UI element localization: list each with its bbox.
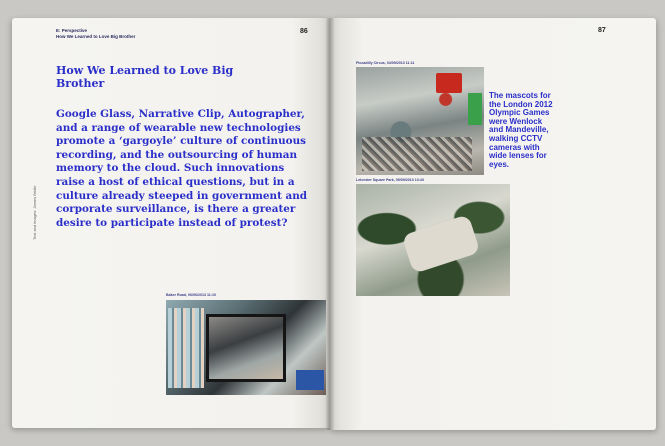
running-head-section: E: Perspective bbox=[56, 28, 88, 33]
photo-green-sign bbox=[468, 93, 482, 125]
page-number-right: 87 bbox=[598, 27, 606, 34]
photo-cctv-monitor bbox=[206, 314, 286, 382]
running-head-title: How We Learned to Love Big Brother bbox=[56, 34, 136, 39]
photo-caption-bottom: Leicester Square Park, 05/09/2013 13:43 bbox=[356, 178, 424, 182]
article-headline: How We Learned to Love Big Brother bbox=[56, 64, 234, 90]
magazine-spread bbox=[10, 4, 660, 444]
pull-quote: The mascots for the London 2012 Olympic Games were Wenlock and Mandeville, walking CCTV cameras with wide lenses for eyes. bbox=[489, 91, 553, 169]
cctv-photo-bus bbox=[166, 300, 326, 395]
photo-caption-left: Baker Road, 06/06/2013 11:10 bbox=[166, 293, 216, 297]
photo-red-bus bbox=[436, 73, 462, 93]
image-credit: Text and images: James Bridle bbox=[32, 185, 37, 240]
page-number-left: 86 bbox=[300, 28, 308, 35]
gutter-shadow bbox=[326, 18, 334, 430]
running-head bbox=[56, 28, 135, 40]
article-standfirst: Google Glass, Narrative Clip, Autographer, and a range of wearable new technologies promote a ‘gargoyle’ culture of continuous recording, and the outsourcing of human memory to the cloud. Such innovations raise a host of ethical questions, but in a culture already steeped in government and corporate surveillance, is there a greater desire to participate instead of protest? bbox=[56, 108, 308, 229]
photo-park-path bbox=[402, 214, 481, 274]
photo-caption-top: Piccadilly Circus, 04/09/2013 11:11 bbox=[356, 61, 415, 65]
cctv-photo-piccadilly bbox=[356, 67, 484, 175]
photo-window-detail bbox=[168, 308, 204, 388]
photo-sign-detail bbox=[296, 370, 324, 390]
photo-crowd bbox=[362, 137, 472, 171]
cctv-photo-leicester-square bbox=[356, 184, 510, 296]
